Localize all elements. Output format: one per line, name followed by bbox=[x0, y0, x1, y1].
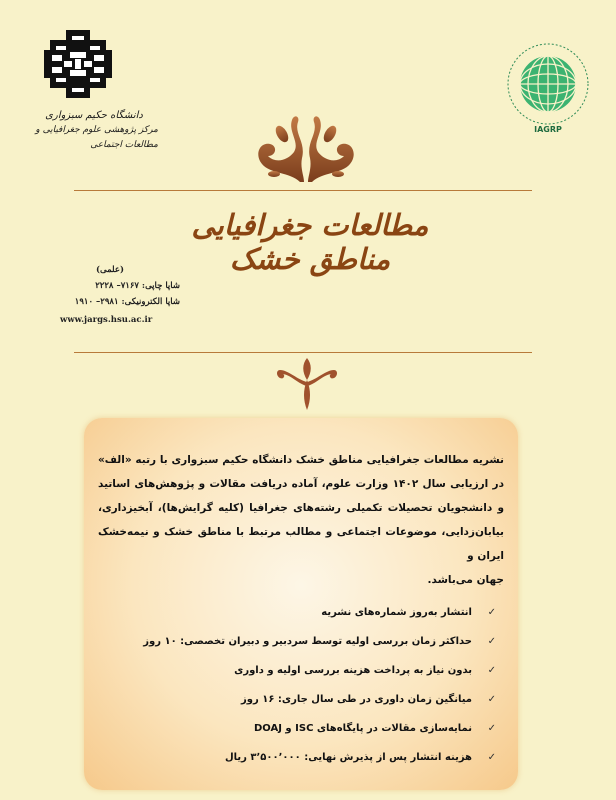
check-icon: ✓ bbox=[487, 636, 496, 647]
check-icon: ✓ bbox=[487, 665, 496, 676]
list-item-text: انتشار به‌روز شماره‌های نشریه bbox=[321, 607, 472, 618]
journal-info bbox=[60, 262, 180, 328]
list-item-text: بدون نیاز به پرداخت هزینه بررسی اولیه و داوری bbox=[234, 665, 472, 676]
check-icon: ✓ bbox=[487, 752, 496, 763]
list-item bbox=[104, 598, 496, 627]
check-icon: ✓ bbox=[487, 723, 496, 734]
online-issn: شاپا الکترونیکی: ۲۹۸۱– ۱۹۱۰ bbox=[74, 297, 180, 307]
list-item bbox=[104, 743, 496, 772]
divider-bottom bbox=[74, 352, 532, 353]
print-issn: شاپا چاپی: ۷۱۶۷– ۲۲۲۸ bbox=[95, 281, 180, 291]
list-item bbox=[104, 685, 496, 714]
list-item-text: هزینه انتشار پس از پذیرش نهایی: ۳٬۵۰۰٬۰۰۰ ریال bbox=[224, 752, 472, 763]
list-item bbox=[104, 627, 496, 656]
university-name bbox=[18, 108, 158, 153]
check-icon: ✓ bbox=[487, 607, 496, 618]
divider-top bbox=[74, 190, 532, 191]
website-link[interactable]: www.jargs.hsu.ac.ir bbox=[60, 315, 153, 325]
features-list bbox=[104, 598, 496, 772]
journal-title: مطالعات جغرافیایی مناطق خشک bbox=[191, 208, 429, 276]
list-item-text: حداکثر زمان بررسی اولیه توسط سردبیر و دبیران تخصصی: ۱۰ روز bbox=[143, 636, 472, 647]
check-icon: ✓ bbox=[487, 694, 496, 705]
tulip-ornament-icon bbox=[276, 356, 338, 412]
university-name-line2: مرکز پژوهشی علوم جغرافیایی و مطالعات اجتماعی bbox=[35, 125, 158, 150]
university-knot-logo-icon bbox=[42, 28, 114, 100]
list-item bbox=[104, 656, 496, 685]
announcement-last-line: جهان می‌باشد. bbox=[427, 574, 504, 586]
journal-category: (علمی) bbox=[96, 265, 124, 275]
university-name-line1: دانشگاه حکیم سبزواری bbox=[45, 110, 143, 121]
list-item-text: نمایه‌سازی مقالات در پایگاه‌های ISC و DOAJ bbox=[253, 723, 472, 734]
iagrp-globe-logo-icon bbox=[495, 40, 601, 136]
iagrp-logo-text: IAGRP bbox=[534, 125, 562, 134]
announcement-text bbox=[98, 448, 504, 592]
list-item bbox=[104, 714, 496, 743]
list-item-text: میانگین زمان داوری در طی سال جاری: ۱۶ روز bbox=[241, 694, 472, 705]
floral-ornament-icon bbox=[250, 112, 362, 186]
announcement-body: نشریه مطالعات جغرافیایی مناطق خشک دانشگاه حکیم سبزواری با رتبه «الف» در ارزیابی سال ۱۴۰۲ وزارت علوم، آماده دریافت مقالات و پژوهش‌های اساتید و دانشجویان تحصیلات تکمیلی رشته‌های جغرافیا (کلیه گرایش‌ها)، آبخیزداری، بیابان‌زدایی، موضوعات اجتماعی و مطالب مرتبط با مناطق خشک و نیمه‌خشک ایران و bbox=[98, 454, 504, 562]
